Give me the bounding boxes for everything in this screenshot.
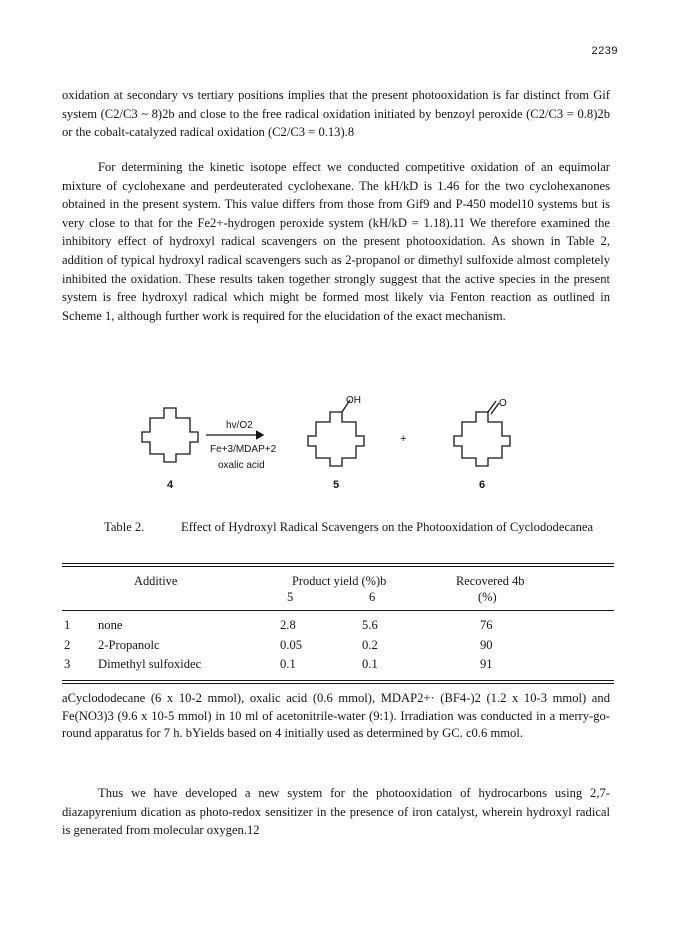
row-3-number: 3 <box>64 657 71 671</box>
page-number: 2239 <box>591 45 618 57</box>
row-1-number: 1 <box>64 618 71 632</box>
cyclododecanone-ring-6 <box>454 412 510 466</box>
paragraph-1-text: oxidation at secondary vs tertiary positions implies that the present photooxidation is far distinct from Gif system (C2/C3 ~ 8)2b and close to the free radical oxidation initiated by benzoyl peroxide (C2/C3 = 0.8)2b or the cobalt-catalyzed radical oxidation (C2/C3 = 0.13).8 <box>62 88 610 140</box>
row-1-yield-6: 5.6 <box>362 618 378 632</box>
row-1-additive: none <box>98 618 123 632</box>
cyclododecane-ring-4 <box>142 408 198 462</box>
reagent-fe-mdap: Fe+3/MDAP+2 <box>210 444 277 455</box>
row-2-number: 2 <box>64 638 71 652</box>
table-caption-label: Table 2. <box>104 520 145 534</box>
row-2-additive: 2-Propanolc <box>98 638 160 652</box>
carbonyl-bond-b <box>491 403 499 414</box>
reagent-oxalic-acid: oxalic acid <box>218 460 265 471</box>
row-3-additive: Dimethyl sulfoxidec <box>98 657 202 671</box>
row-3-yield-5: 0.1 <box>280 657 296 671</box>
carbonyl-bond-a <box>488 401 496 412</box>
row-2-recovered: 90 <box>480 638 493 652</box>
oh-label: OH <box>346 395 361 406</box>
row-2-yield-5: 0.05 <box>280 638 303 652</box>
header-product-yield: Product yield (%)b <box>292 574 387 588</box>
header-sub-6: 6 <box>369 590 376 604</box>
row-3-recovered: 91 <box>480 657 493 671</box>
plus-sign: + <box>400 433 407 445</box>
closing-paragraph <box>62 784 610 840</box>
paragraph-2 <box>62 158 610 325</box>
row-3-yield-6: 0.1 <box>362 657 378 671</box>
header-recovered: Recovered 4b <box>456 574 525 588</box>
paragraph-2-text: For determining the kinetic isotope effect we conducted competitive oxidation of an equimolar mixture of cyclohexane and perdeuterated cyclohexane. The kH/kD is 1.46 for the two cyclohexanones obtained in the present system. This value differs from those from Gif9 and P-450 model10 systems but is very close to that for the Fe2+-hydrogen peroxide system (kH/kD = 1.18).11 We therefore examined the inhibitory effect of hydroxyl radical scavengers on the present photooxidation. As shown in Table 2, addition of typical hydroxyl radical scavengers such as 2-propanol or dimethyl sulfoxide almost completely inhibited the oxidation. These results taken together strongly suggest that the active species in the present system is free hydroxyl radical which might be formed most likely via Fenton reaction as outlined in Scheme 1, although further work is required for the elucidation of the exact mechanism. <box>62 160 610 323</box>
cyclododecanol-ring-5 <box>308 412 364 466</box>
row-2-yield-6: 0.2 <box>362 638 378 652</box>
compound-5-label: 5 <box>333 479 340 491</box>
carbonyl-o-label: O <box>499 398 507 409</box>
compound-6-label: 6 <box>479 479 486 491</box>
table-header-rule <box>62 610 614 611</box>
closing-paragraph-text: Thus we have developed a new system for the photooxidation of hydrocarbons using 2,7-diazapyrenium dication as photo-redox sensitizer in the presence of iron catalyst, wherein hydroxyl radical is generated from molecular oxygen.12 <box>62 786 610 838</box>
header-recovered-unit: (%) <box>478 590 497 604</box>
reagent-hv-o2: hv/O2 <box>226 420 253 431</box>
table-footnote: aCyclododecane (6 x 10-2 mmol), oxalic acid (0.6 mmol), MDAP2+· (BF4-)2 (1.2 x 10-3 mmol) and Fe(NO3)3 (9.6 x 10-5 mmol) in 10 ml of acetonitrile-water (9:1). Irradiation was conducted in a merry-go-round apparatus for 7 h. bYields based on 4 initially used as determined by GC. c0.6 mmol. <box>62 691 610 741</box>
table-top-rule <box>62 563 614 564</box>
table-caption-text: Effect of Hydroxyl Radical Scavengers on the Photooxidation of Cyclododecanea <box>181 520 594 534</box>
row-1-yield-5: 2.8 <box>280 618 296 632</box>
header-sub-5: 5 <box>287 590 294 604</box>
paragraph-1 <box>62 86 610 142</box>
header-additive: Additive <box>134 574 178 588</box>
table-bottom-rule <box>62 680 614 681</box>
table-top-rule-double <box>62 566 614 567</box>
row-1-recovered: 76 <box>480 618 493 632</box>
compound-4-label: 4 <box>167 479 174 491</box>
table-bottom-rule-double <box>62 683 614 684</box>
reaction-scheme <box>0 390 680 500</box>
